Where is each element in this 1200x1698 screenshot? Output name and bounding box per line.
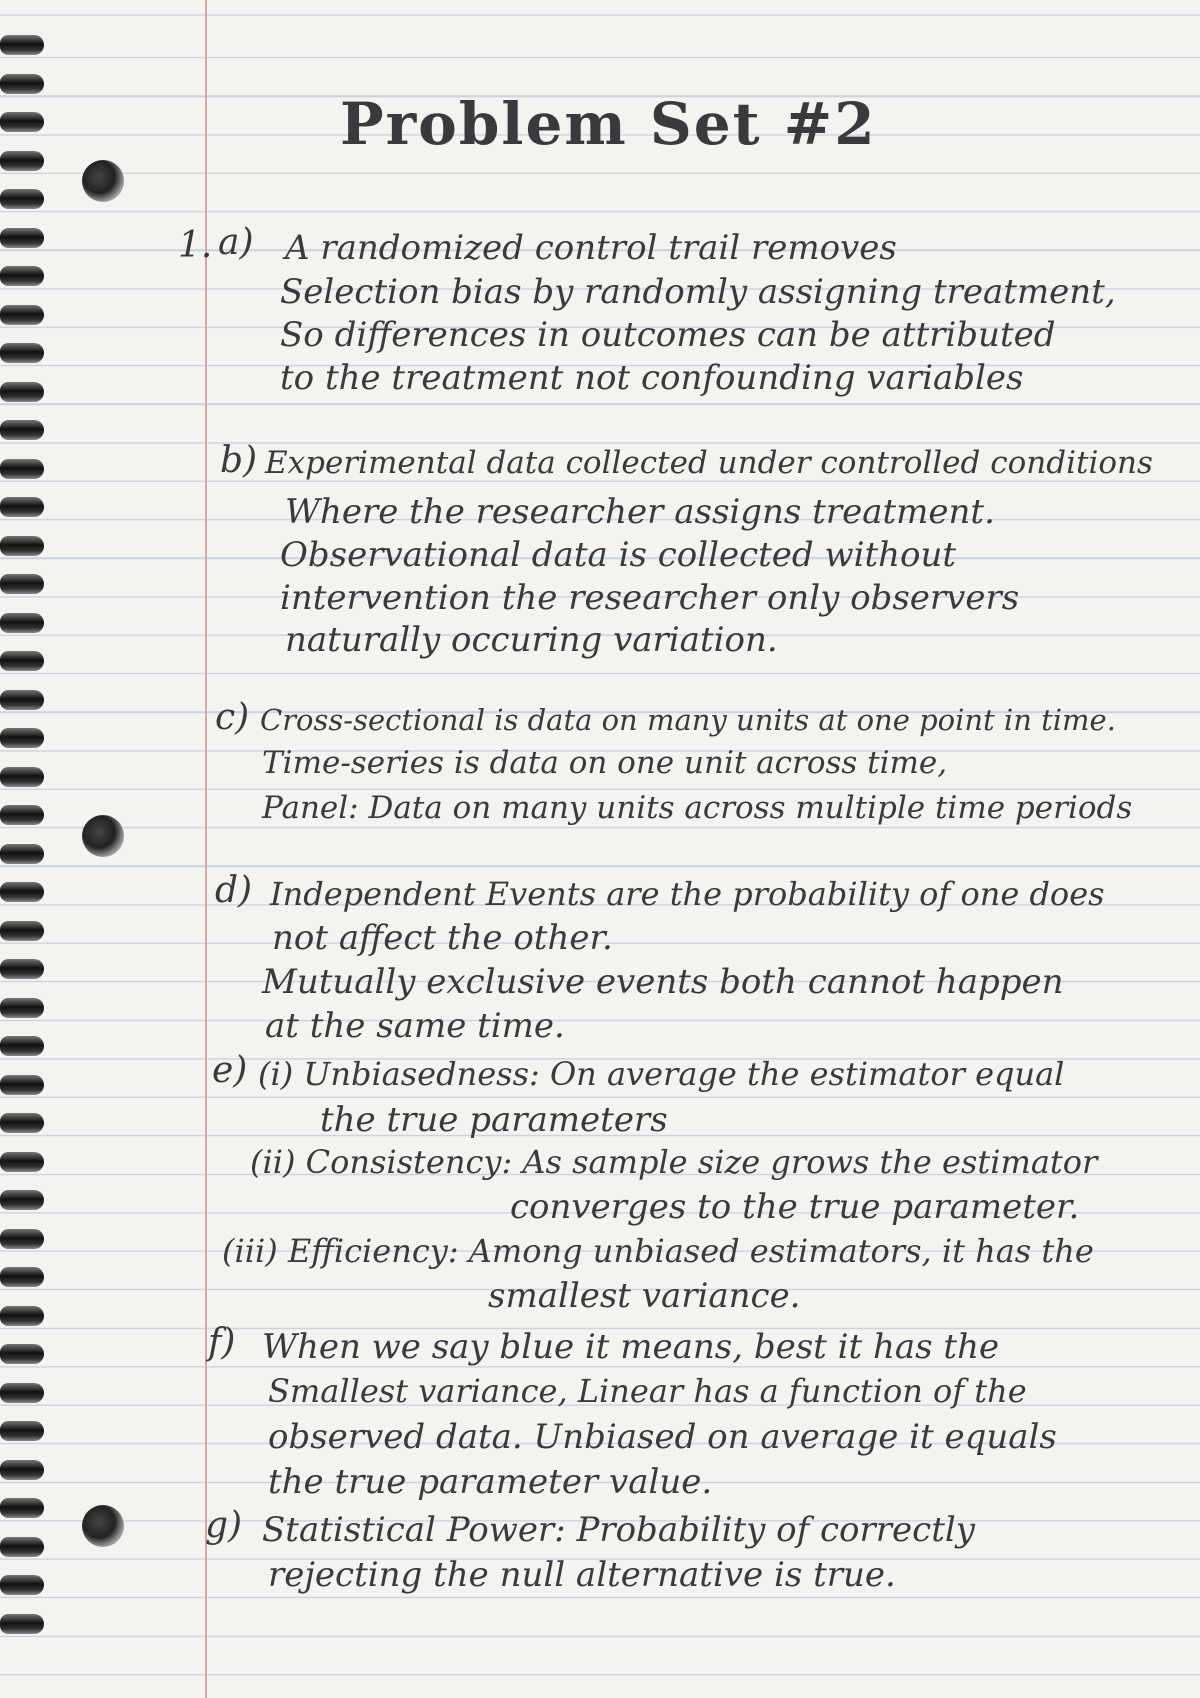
- item-d-line: at the same time.: [265, 1006, 565, 1046]
- item-f-line: observed data. Unbiased on average it equals: [268, 1417, 1057, 1457]
- item-g-line: rejecting the null alternative is true.: [268, 1555, 896, 1595]
- spiral-coil: [0, 690, 44, 710]
- spiral-coil: [0, 728, 44, 748]
- punch-hole: [82, 815, 124, 857]
- spiral-coil: [0, 767, 44, 787]
- item-label-c: c): [215, 697, 250, 738]
- spiral-coil: [0, 959, 44, 979]
- punch-hole: [82, 160, 124, 202]
- spiral-coil: [0, 1036, 44, 1056]
- item-c-line: Time-series is data on one unit across time,: [262, 745, 948, 781]
- spiral-coil: [0, 459, 44, 479]
- spiral-coil: [0, 151, 44, 171]
- item-a-line: Selection bias by randomly assigning treatment,: [280, 272, 1116, 312]
- spiral-coil: [0, 844, 44, 864]
- spiral-coil: [0, 305, 44, 325]
- item-d-line: Mutually exclusive events both cannot happen: [262, 962, 1064, 1002]
- spiral-coil: [0, 921, 44, 941]
- spiral-coil: [0, 1344, 44, 1364]
- item-b-line: Experimental data collected under controlled conditions: [265, 445, 1153, 481]
- punch-hole: [82, 1505, 124, 1547]
- spiral-binding: [0, 20, 50, 1698]
- item-c-line: Panel: Data on many units across multiple time periods: [262, 790, 1133, 826]
- spiral-coil: [0, 1537, 44, 1557]
- spiral-coil: [0, 189, 44, 209]
- spiral-coil: [0, 228, 44, 248]
- spiral-coil: [0, 805, 44, 825]
- item-a-line: A randomized control trail removes: [285, 228, 897, 268]
- item-f-line: When we say blue it means, best it has the: [262, 1327, 1000, 1367]
- spiral-coil: [0, 1190, 44, 1210]
- item-c-line: Cross-sectional is data on many units at one point in time.: [260, 703, 1116, 737]
- item-b-line: Where the researcher assigns treatment.: [285, 492, 995, 532]
- item-e-line: smallest variance.: [488, 1276, 801, 1316]
- spiral-coil: [0, 1460, 44, 1480]
- item-label-b: b): [220, 440, 258, 481]
- item-e-line: (i) Unbiasedness: On average the estimator equal: [258, 1055, 1065, 1093]
- item-label-d: d): [215, 870, 253, 911]
- spiral-coil: [0, 35, 44, 55]
- item-a-line: to the treatment not confounding variables: [280, 358, 1024, 398]
- spiral-coil: [0, 882, 44, 902]
- item-g-line: Statistical Power: Probability of correctly: [262, 1510, 975, 1550]
- item-label-f: f): [208, 1322, 236, 1363]
- spiral-coil: [0, 420, 44, 440]
- item-label-g: g): [205, 1505, 243, 1546]
- spiral-coil: [0, 1498, 44, 1518]
- item-e-line: (ii) Consistency: As sample size grows the estimator: [250, 1143, 1098, 1181]
- spiral-coil: [0, 1075, 44, 1095]
- item-b-line: Observational data is collected without: [280, 535, 957, 575]
- spiral-coil: [0, 613, 44, 633]
- spiral-coil: [0, 1575, 44, 1595]
- spiral-coil: [0, 1229, 44, 1249]
- item-f-line: the true parameter value.: [268, 1462, 713, 1502]
- item-e-line: (iii) Efficiency: Among unbiased estimators, it has the: [222, 1232, 1094, 1270]
- item-f-line: Smallest variance, Linear has a function of the: [268, 1372, 1027, 1410]
- spiral-coil: [0, 1267, 44, 1287]
- spiral-coil: [0, 112, 44, 132]
- spiral-coil: [0, 497, 44, 517]
- item-label-a: a): [218, 222, 254, 263]
- item-a-line: So differences in outcomes can be attributed: [280, 315, 1056, 355]
- spiral-coil: [0, 266, 44, 286]
- spiral-coil: [0, 1152, 44, 1172]
- spiral-coil: [0, 536, 44, 556]
- item-e-line: the true parameters: [320, 1100, 668, 1140]
- spiral-coil: [0, 382, 44, 402]
- spiral-coil: [0, 1421, 44, 1441]
- spiral-coil: [0, 1113, 44, 1133]
- page-title: Problem Set #2: [340, 90, 877, 158]
- problem-number: 1.: [178, 225, 213, 266]
- spiral-coil: [0, 1306, 44, 1326]
- item-d-line: Independent Events are the probability of one does: [270, 875, 1105, 913]
- spiral-coil: [0, 998, 44, 1018]
- item-b-line: naturally occuring variation.: [285, 620, 778, 660]
- spiral-coil: [0, 343, 44, 363]
- spiral-coil: [0, 651, 44, 671]
- item-b-line: intervention the researcher only observers: [280, 578, 1020, 618]
- spiral-coil: [0, 1614, 44, 1634]
- spiral-coil: [0, 574, 44, 594]
- item-e-line: converges to the true parameter.: [510, 1187, 1080, 1227]
- item-label-e: e): [212, 1050, 248, 1091]
- spiral-coil: [0, 1383, 44, 1403]
- item-d-line: not affect the other.: [272, 918, 613, 958]
- spiral-coil: [0, 74, 44, 94]
